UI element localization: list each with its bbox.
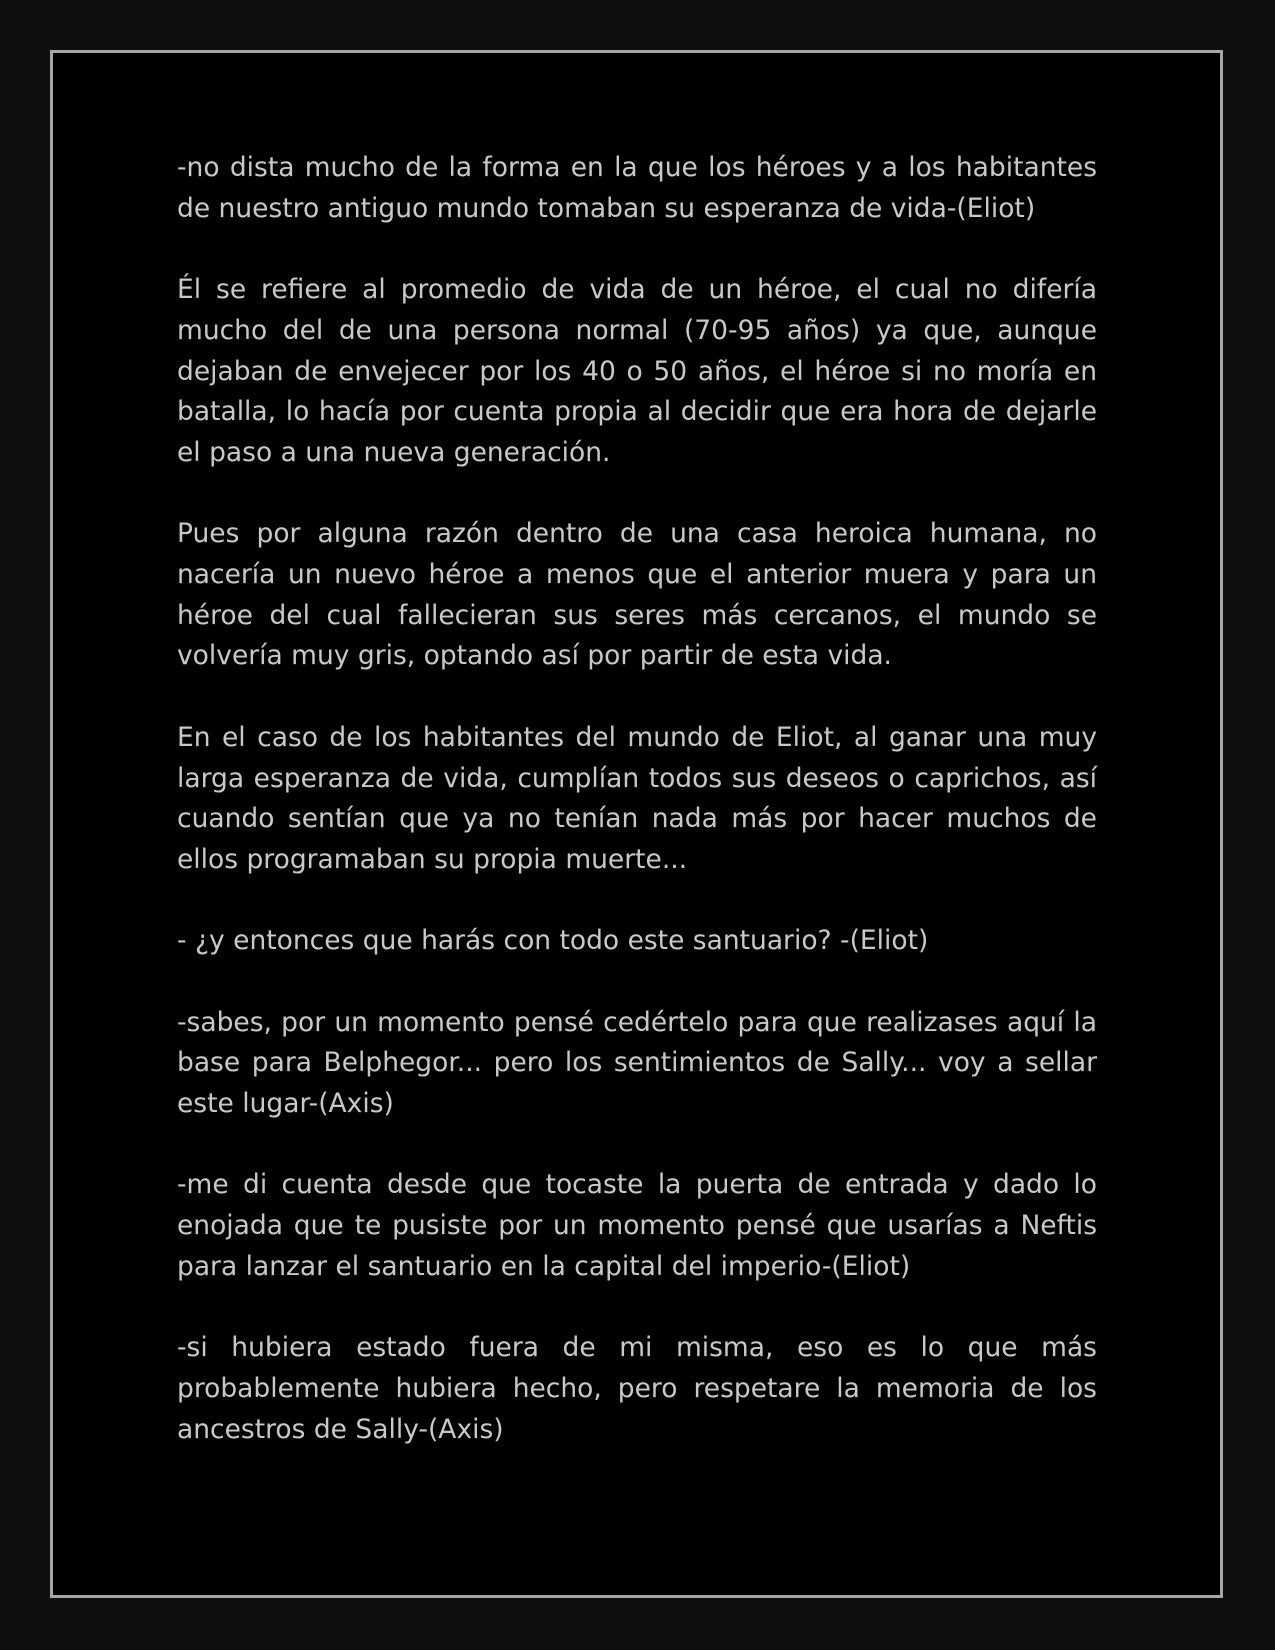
paragraph-narration-eliot-world: En el caso de los habitantes del mundo de Eliot, al ganar una muy larga esperanza de vida, cumplían todos sus deseos o caprichos, así cuando sentían que ya no tenían nada más por hacer muchos de ellos programaban su propia muerte... (177, 721, 1097, 875)
paragraph-narration-hero-lifespan: Él se refiere al promedio de vida de un héroe, el cual no difería mucho del de una persona normal (70-95 años) ya que, aunque dejaban de envejecer por los 40 o 50 años, el héroe si no moría en batalla, lo hacía por cuenta propia al decidir que era hora de dejarle el paso a una nueva generación. (177, 274, 1097, 468)
paragraph-dialogue-axis-1: -sabes, por un momento pensé cedértelo para que realizases aquí la base para Belphegor... pero los sentimientos de Sally... voy a sellar este lugar-(Axis) (177, 1006, 1097, 1120)
paragraph-dialogue-axis-2: -si hubiera estado fuera de mi misma, eso es lo que más probablemente hubiera hecho, pero respetare la memoria de los ancestros de Sally-(Axis) (177, 1332, 1097, 1445)
paragraph-dialogue-eliot-3: -me di cuenta desde que tocaste la puerta de entrada y dado lo enojada que te pusiste por un momento pensé que usarías a Neftis para lanzar el santuario en la capital del imperio-(Eliot) (177, 1169, 1097, 1282)
paragraph-dialogue-eliot-1: -no dista mucho de la forma en la que los héroes y a los habitantes de nuestro antiguo mundo tomaban su esperanza de vida-(Eliot) (177, 152, 1097, 224)
paragraph-dialogue-eliot-2: - ¿y entonces que harás con todo este santuario? -(Eliot) (177, 925, 929, 957)
story-text (177, 148, 1097, 1450)
paragraph-narration-heroic-house: Pues por alguna razón dentro de una casa heroica humana, no nacería un nuevo héroe a menos que el anterior muera y para un héroe del cual fallecieran sus seres más cercanos, el mundo se volvería muy gris, optando así por partir de esta vida. (177, 518, 1097, 672)
